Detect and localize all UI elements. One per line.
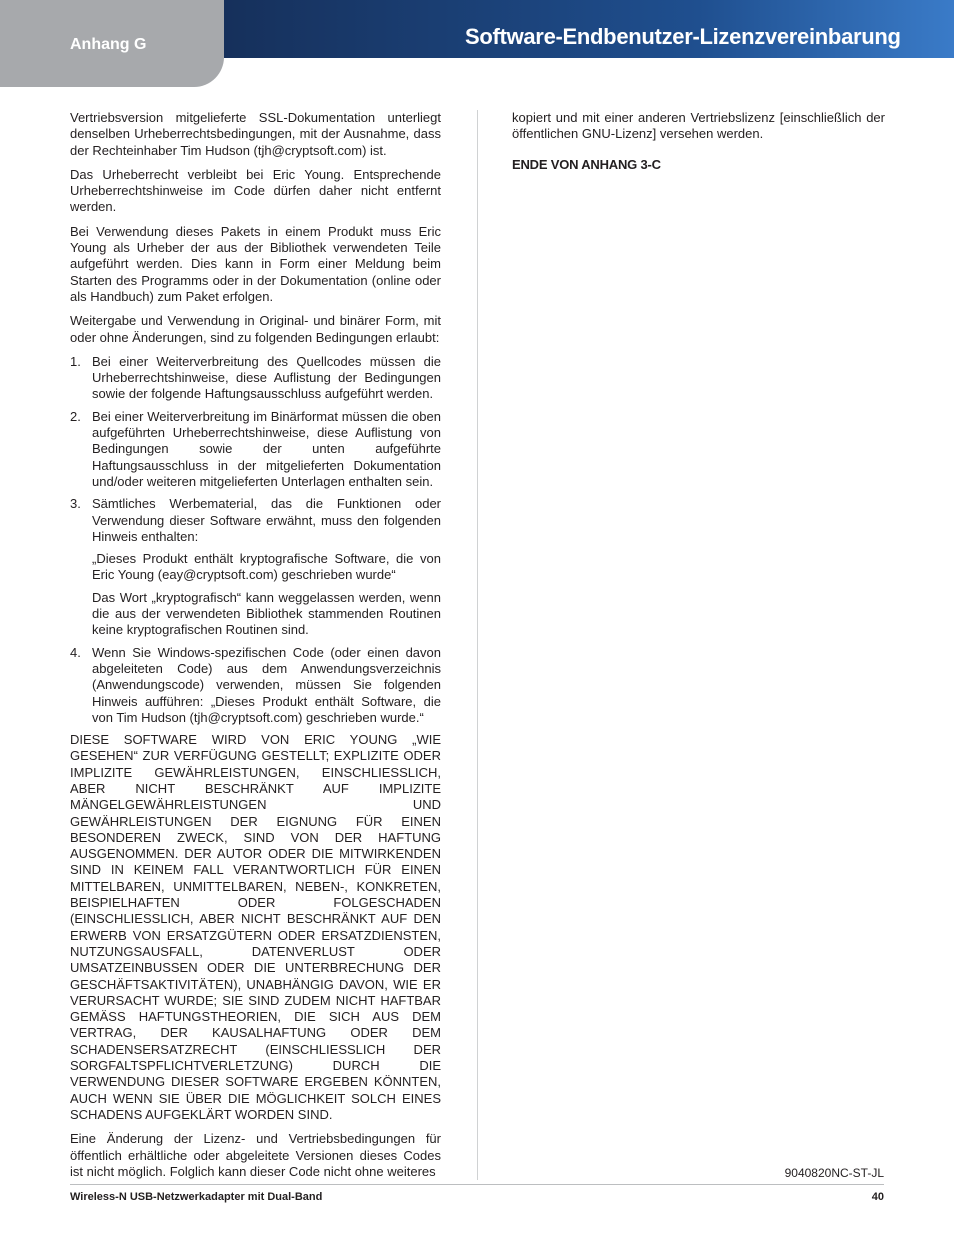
list-text: Sämtliches Werbematerial, das die Funktionen oder Verwendung dieser Software erwähnt, muss den folgenden Hinweis enthalten: <box>92 496 441 544</box>
paragraph: Vertriebsversion mitgelieferte SSL-Dokumentation unterliegt denselben Urheberrechtsbedingungen, mit der Ausnahme, dass der Rechteinhaber Tim Hudson (tjh@cryptsoft.com) ist. <box>70 110 441 158</box>
end-heading: ENDE VON ANHANG 3-C <box>512 156 661 172</box>
list-text: Bei einer Weiterverbreitung im Binärformat müssen die oben aufgeführten Urheberrechtshinweise, diese Auflistung von Bedingungen sowie der unten aufgeführte Haftungsausschluss in der mitgelieferten Dokumentation und/oder weiteren mitgelieferten Unterlagen enthalten sein. <box>92 408 441 489</box>
paragraph: Weitergabe und Verwendung in Original- und binärer Form, mit oder ohne Änderungen, sind zu folgenden Bedingungen erlaubt: <box>70 313 441 345</box>
list-number: 2. <box>70 408 81 424</box>
list-item <box>70 496 441 638</box>
list-text: Bei einer Weiterverbreitung des Quellcodes müssen die Urheberrechtshinweise, diese Auflistung der Bedingungen sowie der folgende Haftungsausschluss aufgeführt werden. <box>92 353 441 402</box>
list-item <box>70 409 441 490</box>
list-number: 1. <box>70 353 81 369</box>
list-subtext: „Dieses Produkt enthält kryptografische Software, die von Eric Young (eay@cryptsoft.com) geschrieben wurde“ <box>92 551 441 583</box>
list-subtext: Das Wort „kryptografisch“ kann weggelassen werden, wenn die aus der verwendeten Bibliothek stammenden Routinen keine kryptografischen Routinen sind. <box>92 589 441 638</box>
page-title: Software-Endbenutzer-Lizenzvereinbarung <box>465 24 901 49</box>
footer-divider <box>70 1184 884 1185</box>
appendix-label: Anhang G <box>70 36 147 53</box>
list-item <box>70 354 441 403</box>
product-name: Wireless-N USB-Netzwerkadapter mit Dual-Band <box>70 1191 323 1203</box>
list-item <box>70 645 441 726</box>
list-number: 4. <box>70 644 81 660</box>
paragraph: Eine Änderung der Lizenz- und Vertriebsbedingungen für öffentlich erhältliche oder abgeleitete Versionen dieses Codes ist nicht möglich. Folglich kann dieser Code nicht ohne weiteres <box>70 1131 441 1179</box>
disclaimer: DIESE SOFTWARE WIRD VON ERIC YOUNG „WIE GESEHEN“ ZUR VERFÜGUNG GESTELLT; EXPLIZITE ODER IMPLIZITE GEWÄHRLEISTUNGEN, EINSCHLIESSLICH, ABER NICHT BESCHRÄNKT AUF IMPLIZITE MÄNGELGEWÄHRLEISTUNGEN UND GEWÄHRLEISTUNGEN DER EIGNUNG FÜR EINEN BESONDEREN ZWECK, SIND VON DER HAFTUNG AUSGENOMMEN. DER AUTOR ODER DIE MITWIRKENDEN SIND IN KEINEM FALL VERANTWORTLICH FÜR EINEN MITTELBAREN, UNMITTELBAREN, NEBEN-, KONKRETEN, BEISPIELHAFTEN ODER FOLGESCHADEN (EINSCHLIESSLICH, ABER NICHT BESCHRÄNKT AUF DEN ERWERB VON ERSATZGÜTERN ODER ERSATZDIENSTEN, NUTZUNGSAUSFALL, DATENVERLUST ODER UMSATZEINBUSSEN ODER DIE UNTERBRECHUNG DER GESCHÄFTSAKTIVITÄTEN), UNABHÄNGIG DAVON, WIE ER VERURSACHT WURDE; SIE SIND ZUDEM NICHT HAFTBAR GEMÄSS HAFTUNGSTHEORIEN, DIE SICH AUS DEM VERTRAG, DER KAUSALHAFTUNG ODER DEM SCHADENSERSATZRECHT (EINSCHLIESSLICH DER SORGFALTSPFLICHTVERLETZUNG) DURCH DIE VERWENDUNG DIESER SOFTWARE ERGEBEN KÖNNTEN, AUCH WENN SIE ÜBER DIE MÖGLICHKEIT SOLCH EINES SCHADENS AUFGEKLÄRT WORDEN SIND. <box>70 732 441 1122</box>
left-column <box>70 110 441 1188</box>
conditions-list <box>70 354 441 726</box>
page-number: 40 <box>871 1191 884 1203</box>
paragraph: Bei Verwendung dieses Pakets in einem Produkt muss Eric Young als Urheber der aus der Bibliothek verwendeten Teile aufgeführt werden. Dies kann in Form einer Meldung beim Starten des Programms oder in der Dokumentation (online oder als Handbuch) zum Paket erfolgen. <box>70 223 441 304</box>
column-divider <box>477 110 478 1180</box>
list-number: 3. <box>70 496 81 512</box>
header-tab <box>0 0 224 87</box>
paragraph: kopiert und mit einer anderen Vertriebslizenz [einschließlich der öffentlichen GNU-Lizenz] versehen werden. <box>512 110 885 142</box>
list-text: Wenn Sie Windows-spezifischen Code (oder einen davon abgeleiteten Code) aus dem Anwendungsverzeichnis (Anwendungscode) verwenden, müssen Sie folgenden Hinweis aufführen: „Dieses Produkt enthält Software, die von Tim Hudson (tjh@cryptsoft.com) geschrieben wurde.“ <box>92 644 441 725</box>
right-column <box>512 110 885 173</box>
document-code: 9040820NC-ST-JL <box>784 1166 884 1180</box>
paragraph: Das Urheberrecht verbleibt bei Eric Young. Entsprechende Urheberrechtshinweise im Code dürfen daher nicht entfernt werden. <box>70 166 441 215</box>
